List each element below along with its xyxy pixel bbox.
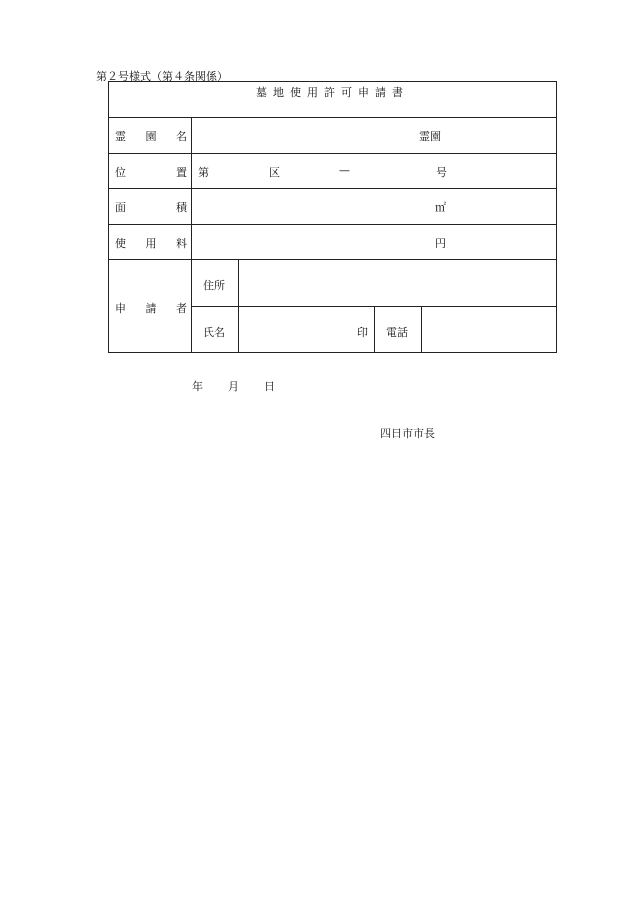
- area-label: 面 積: [115, 201, 187, 214]
- row-divider: [109, 188, 556, 189]
- fee-label: 使 用 料: [115, 237, 187, 250]
- row-divider: [109, 153, 556, 154]
- row-divider: [109, 224, 556, 225]
- address-label: 住所: [203, 279, 225, 292]
- location-dash: —: [339, 164, 350, 177]
- date-month: 月: [228, 380, 239, 393]
- application-form-table: [108, 81, 557, 353]
- cemetery-suffix: 霊園: [419, 130, 441, 143]
- date-year: 年: [192, 380, 203, 393]
- row-divider: [109, 117, 556, 118]
- location-ku: 区: [269, 166, 280, 179]
- area-unit: ㎡: [435, 201, 446, 214]
- location-prefix: 第: [198, 166, 209, 179]
- label-column-divider: [191, 117, 192, 352]
- seal-divider: [374, 306, 375, 352]
- form-title: 墓地使用許可申請書: [256, 86, 409, 99]
- cemetery-name-label: 霊 園 名: [115, 130, 187, 143]
- phone-label: 電話: [386, 326, 408, 339]
- seal-mark: 印: [357, 326, 368, 339]
- phone-divider: [421, 306, 422, 352]
- date-day: 日: [264, 380, 275, 393]
- form-number-caption: 第２号様式（第４条関係）: [96, 70, 228, 83]
- location-go: 号: [436, 166, 447, 179]
- sub-label-divider: [238, 259, 239, 352]
- addressee: 四日市市長: [380, 427, 435, 440]
- name-label: 氏名: [203, 326, 225, 339]
- applicant-label: 申 請 者: [115, 302, 187, 315]
- fee-unit: 円: [435, 237, 446, 250]
- row-divider: [109, 259, 556, 260]
- location-label: 位 置: [115, 166, 187, 179]
